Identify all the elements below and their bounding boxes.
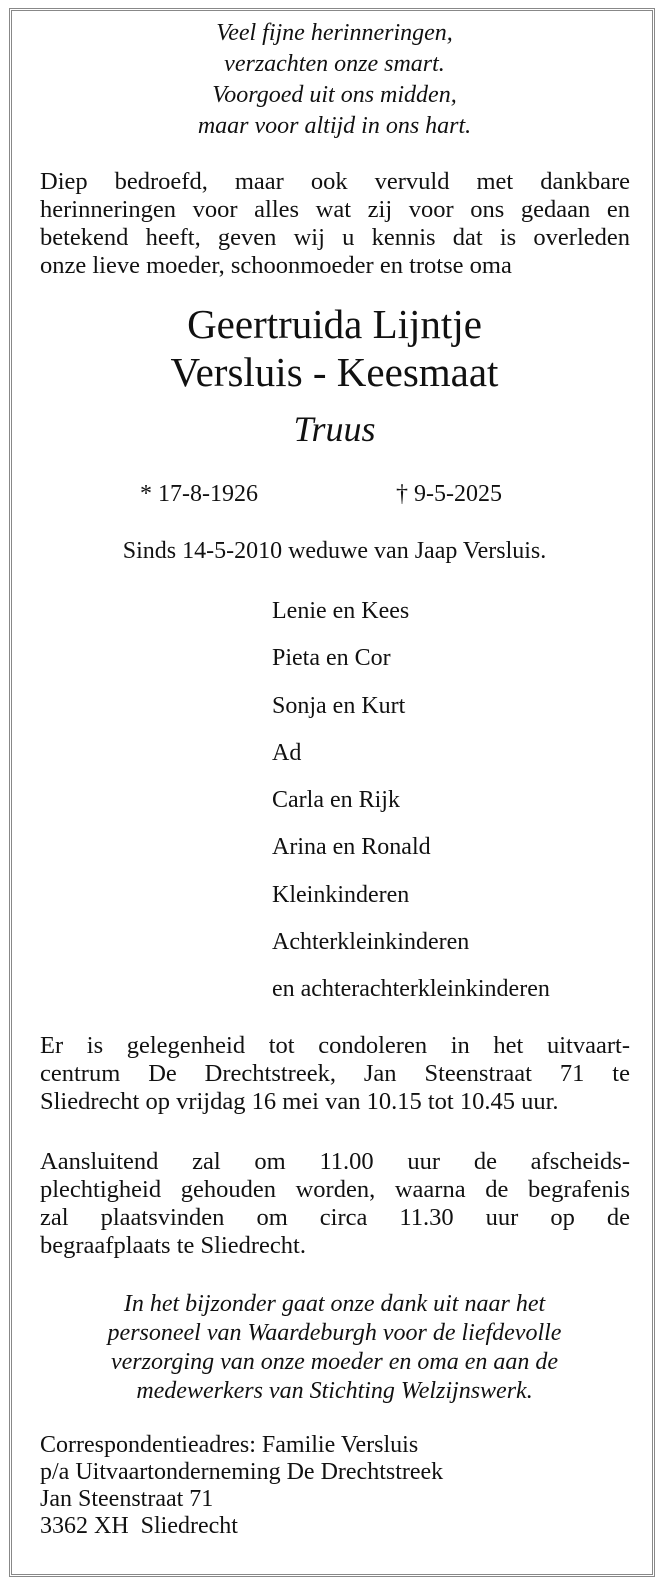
family-item: en achterachterkleinkinderen (272, 976, 550, 1003)
family-item: Kleinkinderen (272, 881, 410, 908)
thanks-line: In het bijzonder gaat onze dank uit naar het (123, 1291, 546, 1317)
nickname: Truus (293, 409, 376, 449)
address-line: p/a Uitvaartonderneming De Drechtstreek (40, 1459, 444, 1485)
condolence-paragraph (40, 1032, 630, 1116)
family-list (272, 597, 550, 1023)
family-item: Ad (272, 739, 302, 766)
ceremony-line: zal plaatsvinden om circa 11.30 uur op de (40, 1204, 630, 1231)
thanks-note (0, 1290, 669, 1406)
condolence-line: Er is gelegenheid tot condoleren in het uitvaart- (40, 1032, 630, 1059)
birth-date: * 17-8-1926 (140, 481, 258, 507)
ceremony-line: plechtigheid gehouden worden, waarna de begrafenis (40, 1176, 630, 1203)
address-line: 3362 XH Sliedrecht (40, 1513, 238, 1539)
family-item: Arina en Ronald (272, 834, 431, 861)
thanks-line: medewerkers van Stichting Welzijnswerk. (136, 1378, 533, 1404)
address-line: Correspondentieadres: Familie Versluis (40, 1432, 419, 1458)
widow-line: Sinds 14-5-2010 weduwe van Jaap Versluis. (122, 538, 547, 564)
name-line-2: Versluis - Keesmaat (170, 349, 499, 395)
intro-line: onze lieve moeder, schoonmoeder en trotse oma (40, 252, 512, 279)
family-item: Pieta en Cor (272, 645, 391, 672)
ceremony-paragraph (40, 1148, 630, 1260)
condolence-line: centrum De Drechtstreek, Jan Steenstraat 71 te (40, 1060, 630, 1087)
family-item: Achterkleinkinderen (272, 929, 470, 956)
family-item: Sonja en Kurt (272, 692, 406, 719)
condolence-line: Sliedrecht op vrijdag 16 mei van 10.15 tot 10.45 uur. (40, 1088, 559, 1115)
name-line-1: Geertruida Lijntje (187, 301, 482, 347)
poem-line: maar voor altijd in ons hart. (197, 113, 472, 139)
intro-line: betekend heeft, geven wij u kennis dat is overleden (40, 224, 630, 251)
address-line: Jan Steenstraat 71 (40, 1486, 214, 1512)
deceased-name (0, 300, 669, 396)
intro-line: herinneringen voor alles wat zij voor ons gedaan en (40, 196, 630, 223)
ceremony-line: begraafplaats te Sliedrecht. (40, 1232, 306, 1259)
intro-line: Diep bedroefd, maar ook vervuld met dankbare (40, 168, 630, 195)
poem-line: Voorgoed uit ons midden, (212, 82, 457, 108)
correspondence-address (40, 1432, 443, 1540)
thanks-line: verzorging van onze moeder en oma en aan de (110, 1349, 558, 1375)
family-item: Lenie en Kees (272, 598, 410, 624)
death-date: † 9-5-2025 (396, 481, 502, 507)
poem-line: verzachten onze smart. (224, 51, 445, 77)
intro-paragraph (40, 168, 630, 280)
poem-line: Veel fijne herinneringen, (216, 20, 453, 46)
ceremony-line: Aansluitend zal om 11.00 uur de afscheids- (40, 1148, 630, 1175)
opening-poem (0, 18, 669, 142)
thanks-line: personeel van Waardeburgh voor de liefdevolle (107, 1320, 562, 1346)
family-item: Carla en Rijk (272, 787, 400, 814)
